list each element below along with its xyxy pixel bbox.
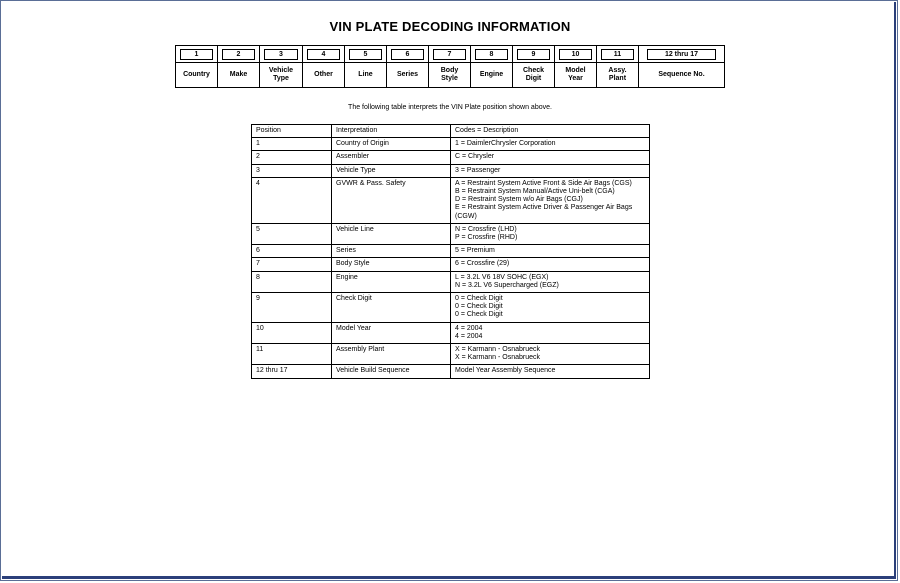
vin-position-number: 4 [307,49,340,60]
table-row [252,138,650,151]
table-row [252,151,650,164]
table-cell: 12 thru 17 [252,365,332,378]
table-cell: 1 = DaimlerChrysler Corporation [451,138,650,151]
vin-position-strip [175,45,725,88]
table-cell: Engine [332,271,451,292]
vin-position-label: Series [396,71,419,78]
table-cell: 11 [252,344,332,365]
table-cell: Assembly Plant [332,344,451,365]
vin-position-label: Other [314,71,333,78]
vin-position-cell [639,46,724,87]
table-cell: Body Style [332,258,451,271]
table-row [252,271,650,292]
table-cell: A = Restraint System Active Front & Side Air Bags (CGS) B = Restraint System Manual/Active Uni-belt (CGA) D = Restraint System w/o Air Bags (CGJ) E = Restraint System Active Driver & Passenger Air Bags (CGW) [451,177,650,223]
table-cell: C = Chrysler [451,151,650,164]
table-row [252,245,650,258]
vin-position-label: Line [358,71,373,78]
table-cell: Series [332,245,451,258]
vin-position-cell [345,46,387,87]
table-cell: N = Crossfire (LHD) P = Crossfire (RHD) [451,223,650,244]
vin-position-cell [597,46,639,87]
vin-position-number: 1 [180,49,213,60]
vin-position-number: 2 [222,49,255,60]
vin-position-label: Body Style [440,67,459,82]
page-title: VIN PLATE DECODING INFORMATION [329,19,571,34]
vin-position-cell [513,46,555,87]
table-cell: Check Digit [332,293,451,323]
vin-position-cell [176,46,218,87]
vin-decode-table [251,124,650,379]
table-cell: Assembler [332,151,451,164]
table-cell: Vehicle Type [332,164,451,177]
table-cell: 6 [252,245,332,258]
vin-position-number: 3 [264,49,298,60]
vin-position-label: Country [183,71,210,78]
vin-position-number: 5 [349,49,382,60]
table-cell: L = 3.2L V6 18V SOHC (EGX) N = 3.2L V6 Supercharged (EGZ) [451,271,650,292]
vin-position-label: Make [229,71,248,78]
table-cell: 5 = Premium [451,245,650,258]
vin-position-number: 6 [391,49,424,60]
table-header-cell: Position [252,125,332,138]
table-row [252,177,650,223]
table-cell: 10 [252,322,332,343]
table-row [252,223,650,244]
vin-position-number: 12 thru 17 [647,49,716,60]
vin-position-cell [555,46,597,87]
table-cell: 1 [252,138,332,151]
table-row [252,258,650,271]
table-cell: 6 = Crossfire (29) [451,258,650,271]
table-caption: The following table interprets the VIN Plate position shown above. [348,104,552,111]
vin-position-label: Engine [479,71,504,78]
table-row [252,164,650,177]
table-row [252,293,650,323]
table-cell: Model Year Assembly Sequence [451,365,650,378]
table-cell: 4 [252,177,332,223]
table-header-cell: Interpretation [332,125,451,138]
vin-position-number: 8 [475,49,508,60]
table-cell: Vehicle Line [332,223,451,244]
table-cell: 3 = Passenger [451,164,650,177]
vin-position-number: 10 [559,49,592,60]
vin-position-label: Vehicle Type [268,67,294,82]
table-cell: 4 = 2004 4 = 2004 [451,322,650,343]
table-cell: Model Year [332,322,451,343]
table-cell: Vehicle Build Sequence [332,365,451,378]
table-cell: 3 [252,164,332,177]
table-cell: X = Karmann - Osnabrueck X = Karmann - Osnabrueck [451,344,650,365]
vin-position-label: Assy. Plant [608,67,627,82]
table-row [252,322,650,343]
table-cell: 9 [252,293,332,323]
vin-position-cell [471,46,513,87]
vin-position-cell [218,46,260,87]
table-cell: Country of Origin [332,138,451,151]
vin-position-cell [429,46,471,87]
vin-position-cell [260,46,303,87]
vin-position-number: 7 [433,49,466,60]
vin-position-label: Sequence No. [658,71,705,78]
table-cell: 5 [252,223,332,244]
table-header-row [252,125,650,138]
table-cell: GVWR & Pass. Safety [332,177,451,223]
vin-position-number: 11 [601,49,634,60]
table-row [252,365,650,378]
table-cell: 0 = Check Digit 0 = Check Digit 0 = Check Digit [451,293,650,323]
vin-position-cell [387,46,429,87]
table-header-cell: Codes = Description [451,125,650,138]
vin-position-label: Check Digit [522,67,544,82]
table-cell: 7 [252,258,332,271]
table-row [252,344,650,365]
vin-position-number: 9 [517,49,550,60]
vin-position-cell [303,46,345,87]
table-cell: 8 [252,271,332,292]
table-cell: 2 [252,151,332,164]
vin-position-label: Model Year [565,67,586,82]
